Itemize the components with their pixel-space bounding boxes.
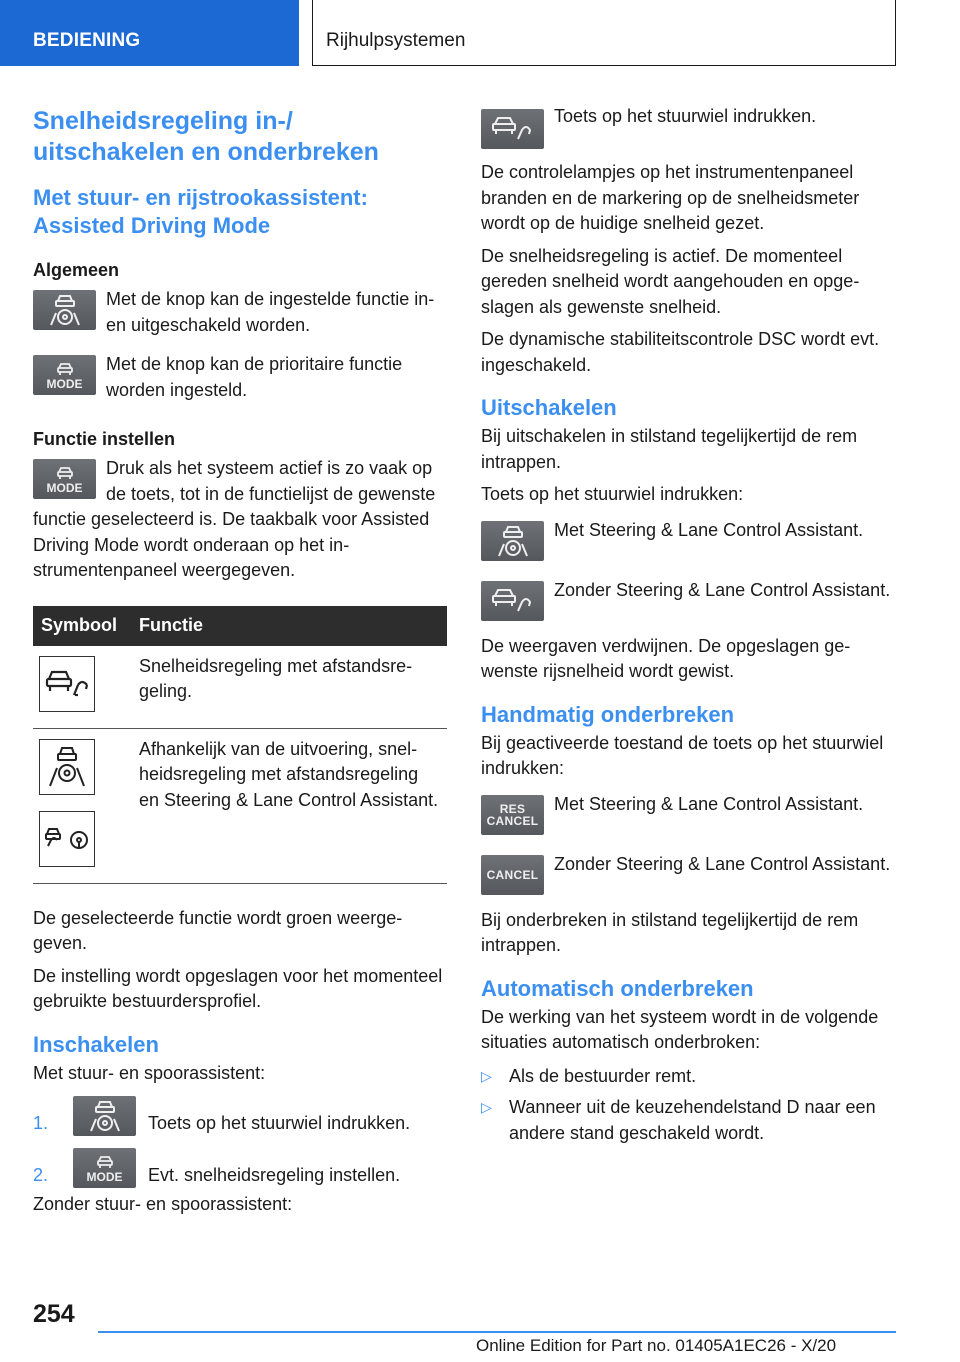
general-item-1 bbox=[33, 287, 447, 338]
mode-button-icon bbox=[73, 1148, 136, 1188]
right-column bbox=[481, 104, 895, 1146]
section-tab[interactable]: BEDIENING bbox=[0, 0, 299, 66]
auto-text: De werking van het systeem wordt in de volgende situaties automatisch onderbroken: bbox=[481, 1006, 879, 1052]
on-steps bbox=[33, 1094, 447, 1188]
off-text-1: Bij uitschakelen in stilstand tegelijkertijd de rem intrappen. bbox=[481, 426, 858, 472]
without-text: Zonder stuur- en spoorassistent: bbox=[33, 1194, 293, 1214]
general-heading: Algemeen bbox=[33, 260, 120, 280]
mode-label: MODE bbox=[46, 481, 83, 495]
table-row bbox=[33, 728, 447, 883]
list-item bbox=[33, 1146, 447, 1188]
page-header bbox=[0, 0, 960, 66]
triangle-bullet-icon: ▷ bbox=[481, 1099, 492, 1115]
table-header-row bbox=[33, 606, 447, 646]
footer-divider bbox=[98, 1331, 896, 1333]
list-item bbox=[481, 1064, 895, 1090]
column-header-symbol: Symbool bbox=[33, 606, 131, 646]
cancel-button-icon bbox=[481, 855, 544, 895]
column-header-function: Functie bbox=[131, 606, 447, 646]
cancel-label: CANCEL bbox=[486, 813, 539, 828]
step-number: 1. bbox=[33, 1113, 49, 1133]
mode-label: MODE bbox=[86, 1170, 123, 1184]
symbol-cell bbox=[33, 728, 131, 883]
cancel-label: CANCEL bbox=[486, 867, 539, 882]
lane-assist-button-icon bbox=[73, 1096, 136, 1136]
acc-steering-icon bbox=[39, 811, 95, 867]
off-text-3: De weergaven verdwijnen. De opgeslagen gewenste rijsnelheid wordt gewist. bbox=[481, 635, 851, 681]
bullet-text: Wanneer uit de keuzehendelstand D naar een andere stand geschakeld wordt. bbox=[509, 1097, 876, 1143]
mode-button-icon bbox=[33, 459, 96, 499]
after-text-2: De instelling wordt opgeslagen voor het momenteel gebruikte bestuurdersprofiel. bbox=[33, 965, 443, 1011]
right-text-1: De controlelampjes op het instrumentenpaneel branden en de markering op de snelheidsmeter wordt op de huidige snelheid gezet. bbox=[481, 162, 860, 233]
bullet-text: Als de bestuurder remt. bbox=[509, 1065, 697, 1086]
press-item bbox=[481, 104, 895, 154]
symbol-cell bbox=[33, 646, 131, 729]
auto-list bbox=[481, 1064, 895, 1147]
off-text-2: Toets op het stuurwiel indrukken: bbox=[481, 484, 744, 504]
mode-label: MODE bbox=[46, 377, 83, 391]
lane-assist-icon bbox=[39, 739, 95, 795]
acc-button-icon bbox=[481, 581, 544, 621]
off-item-2 bbox=[481, 578, 895, 628]
subtitle: Met stuur- en rijstrookassistent: Assisted Driving Mode bbox=[33, 185, 368, 238]
acc-distance-icon bbox=[39, 656, 95, 712]
step-text: Evt. snelheidsregeling instellen. bbox=[148, 1165, 401, 1185]
page-title: Snelheidsregeling in-/ uitschakelen en onderbreken bbox=[33, 107, 379, 166]
function-cell: Snelheidsregeling met afstandsregeling. bbox=[131, 646, 447, 729]
off-heading: Uitschakelen bbox=[481, 395, 617, 420]
pause-text-2: Bij onderbreken in stilstand tegelijkertijd de rem intrappen. bbox=[481, 909, 859, 955]
right-text-3: De dynamische stabiliteitscontrole DSC wordt evt. ingeschakeld. bbox=[481, 329, 880, 375]
pause-item-2 bbox=[481, 852, 895, 902]
general-item-2 bbox=[33, 352, 447, 403]
set-item bbox=[33, 456, 447, 584]
list-item bbox=[33, 1094, 447, 1136]
list-item bbox=[481, 1095, 895, 1146]
press-text: Toets op het stuurwiel indrukken. bbox=[554, 106, 817, 126]
pause-heading: Handmatig onderbreken bbox=[481, 701, 735, 727]
general-text-2: Met de knop kan de prioritaire functie worden ingesteld. bbox=[106, 354, 403, 400]
set-heading: Functie instellen bbox=[33, 429, 176, 449]
off-item-1 bbox=[481, 518, 895, 568]
table-row bbox=[33, 646, 447, 729]
set-text: Druk als het systeem actief is zo vaak op de toets, tot in de functielijst de gewenste functie geselecteerd is. De taakbalk voor Assisted Driving Mode wordt onderaan op het instrumentenpaneel weergegeven. bbox=[33, 458, 436, 580]
pause-with-text: Met Steering & Lane Control Assistant. bbox=[554, 793, 864, 814]
lane-assist-button-icon bbox=[481, 521, 544, 561]
pause-text-1: Bij geactiveerde toestand de toets op het stuurwiel indrukken: bbox=[481, 732, 884, 778]
step-number: 2. bbox=[33, 1165, 49, 1185]
off-without-text: Zonder Steering & Lane Control Assistant. bbox=[554, 579, 891, 600]
res-label: RES bbox=[499, 801, 526, 816]
acc-button-icon bbox=[481, 109, 544, 149]
lane-assist-button-icon bbox=[33, 290, 96, 330]
auto-heading: Automatisch onderbreken bbox=[481, 975, 754, 1001]
on-text: Met stuur- en spoorassistent: bbox=[33, 1062, 266, 1083]
symbol-table bbox=[33, 606, 447, 884]
off-with-text: Met Steering & Lane Control Assistant. bbox=[554, 519, 864, 540]
pause-item-1 bbox=[481, 792, 895, 842]
pause-without-text: Zonder Steering & Lane Control Assistant. bbox=[554, 853, 891, 874]
function-cell: Afhankelijk van de uitvoering, snelheidsregeling met afstandsregeling en Steering & Lane Control Assistant. bbox=[131, 728, 447, 883]
page-number: 254 bbox=[33, 1300, 75, 1328]
chapter-tab[interactable]: Rijhulpsystemen bbox=[312, 0, 896, 66]
step-text: Toets op het stuurwiel indrukken. bbox=[148, 1113, 411, 1133]
mode-button-icon bbox=[33, 355, 96, 395]
edition-text: Online Edition for Part no. 01405A1EC26 - X/20 bbox=[476, 1336, 837, 1355]
left-column bbox=[33, 96, 447, 1218]
on-heading: Inschakelen bbox=[33, 1031, 159, 1057]
after-text-1: De geselecteerde functie wordt groen weergegeven. bbox=[33, 907, 403, 953]
general-text-1: Met de knop kan de ingestelde functie in- en uitgeschakeld worden. bbox=[106, 289, 435, 335]
triangle-bullet-icon: ▷ bbox=[481, 1067, 492, 1084]
res-cancel-button-icon bbox=[481, 795, 544, 835]
right-text-2: De snelheidsregeling is actief. De momenteel gereden snelheid wordt aangehouden en opgeslagen als gewenste snelheid. bbox=[481, 245, 860, 317]
